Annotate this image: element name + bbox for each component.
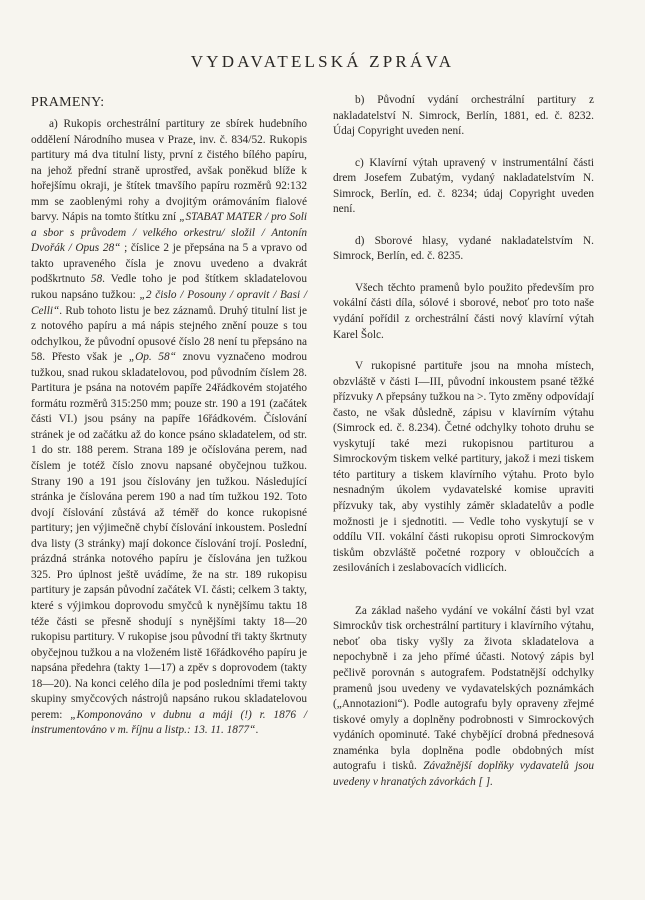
paragraph-accents-text-2: přepsány tužkou na [382,391,478,404]
page-title: VYDAVATELSKÁ ZPRÁVA [190,52,455,71]
paragraph-a-text-2: ; číslice 2 je přepsána na 5 a vpravo od takto upraveného čísla je znovu uvedeno a dvakrát podškrtnuto [31,242,307,286]
paragraph-accents [333,359,594,577]
paragraph-accents-text-3: . Tyto změny odpovídají často, ne však důsledně, zápisu v klavírním výtahu (Simrock ed. č. 8.234). Četné odchylky tohoto druhu se vyskytují také mezi rukopisnou partiturou a Simrockovým tiskem velké partitury, jakož i mezi tiskem této partitury a tiskem klavírního výtahu. Proto bylo nesnadným úkolem vydavatelské komise upraviti přízvuky tak, aby vystihly záměr skladatelův a podle možnosti je i sjednotiti. — Vedle toho vyskytují se v oddílu VII. vokální části rukopisu oproti Simrockovým tiskům obzvláště početné rozpory v obloučcích a zesilováních i zeslabovacích vidlicích. [333,391,594,575]
paragraph-a-text-4: . Rub tohoto listu je bez záznamů. Druhý titulní list je z notového papíru a má nápis stejného znění pouze s tou odchylkou, že původní opusové číslo 28 není tu přepsáno na 58. Přesto však je [31,304,307,364]
paragraph-edition-basis [333,604,594,791]
paragraph-edition-basis-text-1: Za základ našeho vydání ve vokální části byl vzat Simrockův tisk orchestrální partitury i klavírního výtahu, neboť oba tisky vyšly za života skladatelova a nepochybně i za jeho přímé účasti. Notový zápis byl pečlivě porovnán s autografem. Podstatnější odchylky pramenů jsou uvedeny ve vydavatelských poznámkách („Annotazioni“). Podle autografu byly opraveny zřejmé tiskové omyly a doplněny podrobnosti v Simrockových vydáních opominuté. Také chybějící drobná přednesová znaménka byla doplněna podle obdobných míst autografu i tisků. [333,604,594,773]
pencil-note: „2 čislo / Posouny / opravit / Basi / Celli“ [31,289,308,317]
paragraph-a-text-3: . Vedle toho je pod štítkem skladatelovou rukou napsáno tužkou: [31,273,307,302]
paragraph-d: d) Sborové hlasy, vydané nakladatelstvím N. Simrock, Berlín, ed. č. 8235. [333,234,594,263]
paragraph-a [31,117,307,739]
paragraph-a-text-6: . [255,724,259,737]
section-heading: PRAMENY: [31,95,105,110]
left-column [31,117,307,739]
paragraph-accents-text-1: V rukopisné partituře jsou na mnoha místech, obzvláště v části I—III, původní inkoustem psané těžké přízvuky [333,360,594,404]
paragraph-sources-usage: Všech těchto pramenů bylo použito především pro vokální části díla, sólové i sborové, neboť pro toto naše vydání pořídil z orchestrální části nový klavírní výtah Karel Šolc. [333,281,594,341]
composer-note: „Komponováno v dubnu a máji (!) r. 1876 / instrumentováno v m. říjnu a listp.: 13. 11. 1877“ [31,708,307,737]
opus-number: 58 [90,273,103,286]
paragraph-edition-basis-text-2: Závažnější doplňky vydavatelů jsou uvedeny v hranatých závorkách [ ]. [333,760,594,788]
right-column [333,93,594,790]
paragraph-a-text-5: znovu vyznačeno modrou tužkou, snad rukou skladatelovou, pod původním číslem 28. Partitura je psána na notovém papíře 24řádkovém stojatého formátu rozměrů 315:250 mm; pouze str. 190 a 191 (začátek části VI.) jsou psány na papíře 16řádkovém. Číslování stránek je od začátku až do konce psáno skladatelem, od str. 1 do str. 188 perem. Strana 189 je očíslována perem, nad číslem je totéž číslo znovu napsané obyčejnou tužkou. Strany 190 a 191 jsou číslovány jen tužkou. Následující stránka je číslována perem 190 a nad tím tužkou 192. Toto dvojí číslování zůstává až téměř do konce rukopisné partitury; jen výjimečně chybí číslování inkoustem. Poslední dva listy (3 stránky) mají dokonce číslování trojí. Poslední, prázdná stránka notového papíru je číslována jen tužkou 325. Pro úplnost ještě uvádíme, že na str. 189 rukopisu partitury je zapsán původní začátek VI. části; celkem 3 takty, které s výjimkou doprovodu smyčců k nynějšímu taktu 18 téže části se přesně shodují s nynějšími takty 18—20 rukopisu partitury. V rukopise jsou původní tři takty škrtnuty obyčejnou tužkou a na vloženém listě 16řádkového papíru je napsána předehra (takty 1—17) a zpěv s doprovodem (takty 18—20). Na konci celého díla je pod posledními třemi takty skupiny smyčcových nástrojů napsáno rukou skladatelovou perem: [31,351,307,721]
opus-mark: „Op. 58“ [128,351,176,364]
paragraph-c: c) Klavírní výtah upravený v instrumentální části drem Josefem Zubatým, vydaný nakladatelstvím N. Simrock, Berlín, ed. č. 8234; údaj Copyright uveden není. [333,156,594,216]
title-inscription: „STABAT MATER / pro Soli a sbor s průvodem / velkého orkestru/ složil / Antonín Dvořák / Opus 28“ [31,211,307,255]
paragraph-a-text-1: a) Rukopis orchestrální partitury ze sbírek hudebního oddělení Národního musea v Praze, inv. č. 834/52. Rukopis partitury má dva titulní listy, první z čistého bílého papíru, na jehož přední straně uprostřed, avšak poněkud blíže k hořejšímu okraji, je štítek tmavšího papíru rozměrů 92:132 mm se zaoblenými rohy a dvojitým orámováním fialové barvy. Nápis na tomto štítku zní [31,118,307,224]
paragraph-b: b) Původní vydání orchestrální partitury z nakladatelství N. Simrock, Berlín, 1881, ed. č. 8232. Údaj Copyright uveden není. [333,94,594,138]
accent-mark-icon: Λ [376,392,383,404]
greater-than-mark-icon: > [477,391,484,404]
